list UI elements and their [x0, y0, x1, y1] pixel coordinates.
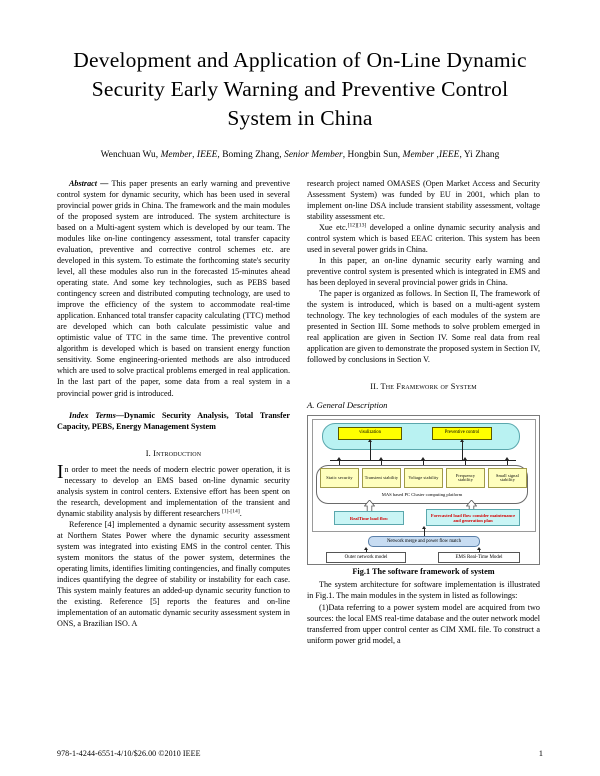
diagram-box-network-merge: Network merge and power flow match [368, 536, 480, 547]
page-footer [57, 748, 543, 758]
abstract-text: This paper presents an early warning and preventive control system for dynamic security, which has been used in several provincial power grids in China. The framework and the main modules of the proposed system are introduced. The system architecture is based on a Multi-agent system which is developed by our team. The modules like on-line contingency assessment, total transfer capacity evaluation, preventive and corrective control schemes etc. are developed in this system. To estimate the forthcoming state's security level, all these modules also run in the forecasted 15-minutes ahead operating state. And some key technologies, such as PEBS based contingency screen and distributed computing technology, are used to improve the efficiency of the system to accommodate real-time application. Enhanced total transfer capacity calculating (TTC) method are developed which can both calculate pessimistic value and optimistic value of TTC in the same time. The preventive control algorithm is developed which is based on transient energy function sensitivity. Some engineering-oriented methods are also introduced which are used to solve practical problems emerged in real application. In the last part of the paper, some data from a real system in a provincial power grid is introduced. [57, 178, 290, 398]
diagram-box-transient-stability: Transient stability [362, 468, 401, 488]
intro-p4-lead: Xue etc. [319, 222, 348, 232]
author-list [62, 149, 538, 161]
author-2-role: Senior Member [284, 150, 343, 161]
diagram-arrow-head-vis [368, 439, 372, 442]
author-3-org: IEEE [438, 150, 460, 161]
diagram-box-static-security: Static security [320, 468, 359, 488]
body-columns [0, 178, 600, 646]
diagram-arrow-head-ems [477, 547, 481, 550]
diagram-box-realtime-load-flow: RealTime load flow [334, 511, 404, 525]
diagram-arrow-head-4 [463, 457, 467, 460]
section-heading-introduction: I. Introduction [145, 448, 202, 458]
diagram-arrow-head-5 [505, 457, 509, 460]
intro-p4-citation: [12][13] [347, 222, 367, 229]
title-block [0, 0, 600, 162]
diagram-arrow-head-pc [460, 439, 464, 442]
author-1-role: Member [160, 150, 193, 161]
author-3-role: Member [402, 150, 435, 161]
diagram-arrow-head-2 [379, 457, 383, 460]
after-figure-paragraph-1: The system architecture for software implementation is illustrated in Fig.1. The main modules in the system in listed as followings: [307, 580, 540, 601]
index-terms-label: Index Terms [69, 410, 116, 420]
diagram-box-small-signal-stability: Small signal stability [488, 468, 527, 488]
author-1-name: Wenchuan Wu, [100, 150, 159, 161]
index-terms [57, 410, 290, 432]
diagram-arrow-head-3 [421, 457, 425, 460]
author-4-name: Yi Zhang [463, 150, 500, 161]
diagram-box-frequency-stability: Frequency stability [446, 468, 485, 488]
figure-1-caption: Fig.1 The software framework of system [352, 567, 495, 577]
author-sep-5: , [459, 150, 464, 161]
right-column [307, 178, 540, 646]
author-sep-2: , [217, 150, 223, 161]
abstract-paragraph [57, 178, 290, 399]
diagram-arrow-head-outer [364, 547, 368, 550]
index-terms-text: —Dynamic Security Analysis, Total Transfer Capacity, PEBS, Energy Management System [57, 410, 290, 431]
intro-p1-text: n order to meet the needs of modern electric power operation, it is necessary to develop an EMS based on-line dynamic security analysis system in control centers. Extensive effort has been spent on the research, development and implementation of the transient and dynamic stability analysis by different researchers [57, 464, 290, 518]
author-2-name: Boming Zhang, [222, 150, 282, 161]
figure-1 [307, 415, 540, 576]
author-sep-4: , [434, 150, 439, 161]
drop-cap: I [57, 461, 64, 483]
author-3-name: Hongbin Sun, [347, 150, 401, 161]
intro-paragraph-5: In this paper, an on-line dynamic security early warning and preventive control system is presented which is integrated in EMS and has been deployed in several provincial power grids in China. [307, 255, 540, 288]
diagram-arrow-stem-pc [462, 442, 463, 460]
subsection-heading-general-description: A. General Description [307, 400, 388, 411]
intro-paragraph-3: research project named OMASES (Open Market Access and Security Assessment System) was funded by EU in 2001, which plan to implement on-line DSA include transient stability assessment, voltage stability assessment etc. [307, 178, 540, 221]
diagram-box-ems-realtime-model: EMS Real-Time Model [438, 552, 520, 563]
diagram-arrow-stem-vis [370, 442, 371, 460]
intro-paragraph-2: Reference [4] implemented a dynamic security assessment system at Northern States Power where the dynamic security assessment system was integrated into existing EMS in the control center. This system monitors the status of the power system, determines the operating limits, identifies limiting contingencies, and finally computes indices quantifying the degree of stability or instability for each case. This system mainly features an added-up dynamic security function to the existing. Reference [5] reports the features and on-line implementation of an automatic dynamic security assessment system in ONS, a Brazilian ISO. A [57, 519, 290, 629]
author-sep-1: , [192, 150, 197, 161]
figure-1-diagram [307, 415, 540, 565]
diagram-box-visualization: visulization [338, 427, 402, 440]
after-figure-paragraph-2: (1)Data referring to a power system model are acquired from two sources: the local EMS real-time database and the outer network model transferred from upper control center as CIM XML file. To construct a uniform power grid model, a [307, 602, 540, 645]
intro-p1-citation: [1]-[14] [222, 508, 240, 515]
intro-paragraph-4 [307, 222, 540, 255]
diagram-arrow-head-1 [337, 457, 341, 460]
intro-paragraph-6: The paper is organized as follows. In Section II, The framework of the system is introduced, which is based on a multi-agent system technology. The key technologies of each modules of the system are presented in Section III. Some methods to solve problem emerged in real application are given in Section IV. Some real data from real application are given to demonstrate the proposed system in Section IV, followed by conclusions in Section V. [307, 289, 540, 365]
page-number: 1 [538, 748, 543, 758]
diagram-box-outer-network-model: Outer network model [326, 552, 406, 563]
author-1-org: IEEE [196, 150, 218, 161]
intro-p4-text: developed a online dynamic security analysis and control system which is based EEAC criterion. This system has been used in several power grids in China. [307, 222, 540, 254]
section-heading-framework: II. The Framework of System [370, 382, 477, 392]
diagram-box-voltage-stability: Voltage stability [404, 468, 443, 488]
diagram-arrow-head-merge [422, 526, 426, 529]
abstract-label: Abstract — [69, 178, 109, 188]
intro-p1-tail: . [239, 508, 242, 518]
diagram-box-preventive-control: Preventive control [432, 427, 492, 440]
diagram-label-mas-platform: MAS based PC Cluster computing platform [381, 492, 463, 498]
author-sep-3: , [342, 150, 348, 161]
copyright-notice: 978-1-4244-6551-4/10/$26.00 ©2010 IEEE [57, 749, 201, 758]
left-column [57, 178, 290, 646]
diagram-box-forecasted-load-flow: Forecasted load flow consider maintenance and generation plan [426, 509, 520, 526]
page-title: Development and Application of On-Line Dynamic Security Early Warning and Preventive Control System in China [73, 48, 527, 130]
intro-paragraph-1 [57, 461, 290, 519]
